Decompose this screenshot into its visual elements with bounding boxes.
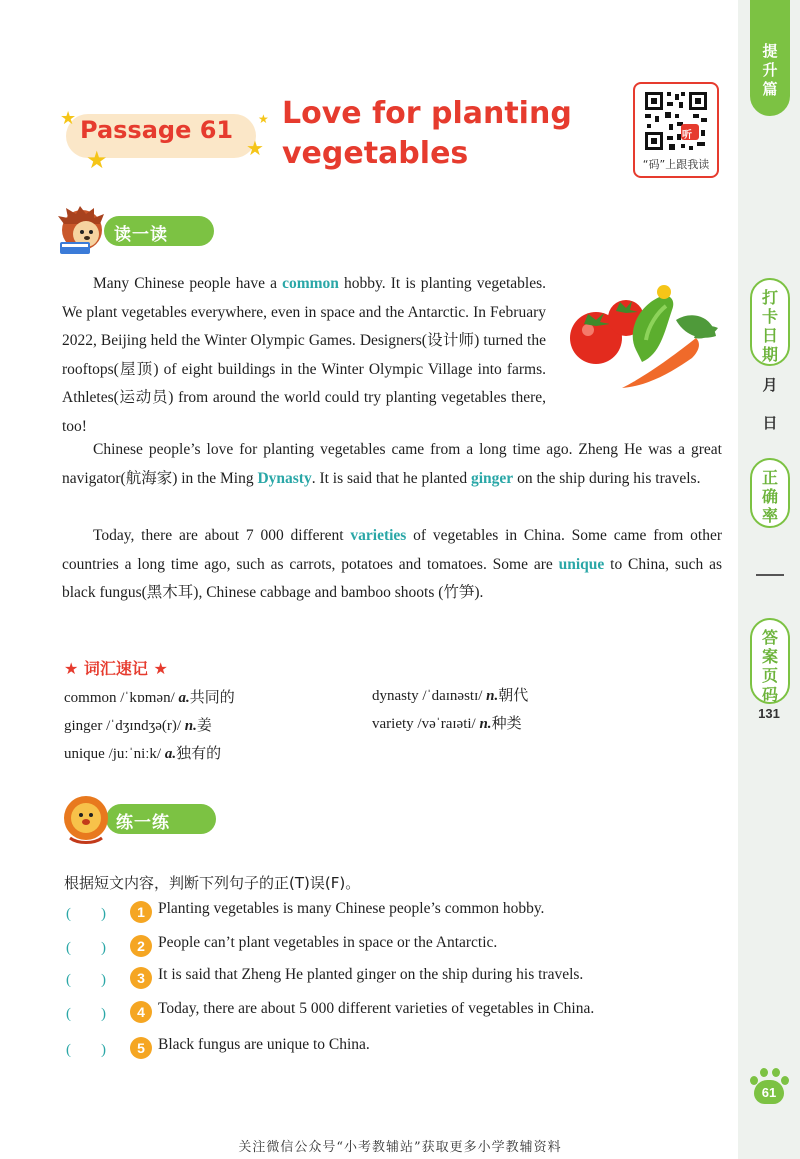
sidebar-tab-date: 打 卡 日 期: [750, 278, 790, 366]
sidebar-month: 月: [762, 376, 778, 394]
passage-paragraph-1: Many Chinese people have a common hobby. It is planting vegetables. We plant vegetables everywhere, even in space and the Antarctic. In February 2022, Beijing held the Winter Olympic Games. Designers(设计师) turned the rooftops(屋顶) of eight buildings in the Winter Olympic Village into farms. Athletes(运动员) from around the world could try planting vegetables there, too!: [62, 275, 546, 435]
page-title: Love for planting vegetables: [282, 96, 572, 171]
vocab-title: ★ 词汇速记 ★: [64, 659, 168, 678]
section-read-header: [58, 206, 218, 250]
keyword: unique: [558, 555, 605, 573]
answer-blank[interactable]: ( ): [66, 972, 106, 988]
hedgehog-mascot-icon: [58, 206, 116, 258]
keyword: ginger: [471, 469, 514, 487]
section-read-label: 读一读: [114, 225, 168, 245]
keyword: Dynasty: [257, 469, 312, 487]
question-number: 1: [130, 901, 152, 923]
star-icon: ★: [86, 146, 108, 174]
question-text: Today, there are about 5 000 different varieties of vegetables in China.: [158, 1000, 595, 1017]
question-text: Black fungus are unique to China.: [158, 1036, 370, 1053]
answer-page-number: 131: [758, 706, 780, 721]
sidebar-accuracy-line: [756, 574, 784, 576]
answer-blank[interactable]: ( ): [66, 940, 106, 956]
sidebar-day: 日: [762, 414, 778, 432]
qr-listen-label: 听: [682, 130, 692, 141]
paw-toe: [781, 1076, 789, 1085]
vocab-item: dynasty /ˈdaɪnəstɪ/ n.朝代: [372, 688, 529, 704]
question-number: 3: [130, 967, 152, 989]
sidebar-tab-level: 提 升 篇: [750, 0, 790, 116]
sidebar-tab-accuracy: 正 确 率: [750, 458, 790, 528]
sidebar-tab-answer: 答 案 页 码: [750, 618, 790, 704]
right-sidebar: [738, 0, 800, 1159]
answer-blank[interactable]: ( ): [66, 1042, 106, 1058]
vegetables-illustration: [566, 280, 722, 396]
exercise-item: [66, 1036, 726, 1062]
exercise-instruction: 根据短文内容，判断下列句子的正(T)误(F)。: [64, 874, 361, 892]
star-icon: ★: [258, 112, 269, 126]
vocab-item: unique /juːˈniːk/ a.独有的: [64, 746, 222, 762]
question-text: It is said that Zheng He planted ginger on the ship during his travels.: [158, 966, 584, 983]
passage-paragraph-3: Today, there are about 7 000 different varieties of vegetables in China. Some came from other countries a long time ago, such as carrots, potatoes and tomatoes. Some are unique to China, such as black fungus(黑木耳), Chinese cabbage and bamboo shoots (竹笋).: [62, 527, 722, 601]
keyword: varieties: [350, 527, 407, 544]
answer-blank[interactable]: ( ): [66, 906, 106, 922]
lion-mascot-icon: [60, 794, 118, 846]
footer-note: 关注微信公众号“小考教辅站”获取更多小学教辅资料: [238, 1140, 562, 1155]
star-icon: ★: [246, 136, 264, 160]
qr-code-card[interactable]: [633, 82, 719, 178]
question-text: People can’t plant vegetables in space or the Antarctic.: [158, 934, 498, 951]
question-number: 2: [130, 935, 152, 957]
passage-number: Passage 61: [80, 116, 234, 144]
question-text: Planting vegetables is many Chinese people’s common hobby.: [158, 900, 545, 917]
paw-toe: [772, 1068, 780, 1077]
page-number: 61: [754, 1080, 784, 1104]
paw-toe: [760, 1068, 768, 1077]
exercise-item: [66, 934, 726, 960]
exercise-item: [66, 900, 726, 926]
question-number: 5: [130, 1037, 152, 1059]
qr-caption: “码”上跟我读: [642, 158, 710, 171]
exercise-item: [66, 1000, 726, 1026]
exercise-item: [66, 966, 726, 992]
passage-badge: [60, 108, 269, 174]
page-number-badge: [748, 1068, 790, 1106]
qr-code-icon: [643, 90, 709, 152]
vocab-item: variety /vəˈraɪəti/ n.种类: [372, 716, 522, 732]
section-practice-label: 练一练: [116, 813, 170, 833]
vocab-item: ginger /ˈdʒɪndʒə(r)/ n.姜: [64, 718, 212, 734]
keyword: common: [282, 275, 339, 292]
vocab-item: common /ˈkɒmən/ a.共同的: [64, 690, 235, 706]
passage-paragraph-2: Chinese people’s love for planting vegetables came from a long time ago. Zheng He was a great navigator(航海家) in the Ming Dynasty. It is said that he planted ginger on the ship during his travels.: [62, 441, 722, 487]
star-icon: ★: [60, 108, 77, 129]
answer-blank[interactable]: ( ): [66, 1006, 106, 1022]
question-number: 4: [130, 1001, 152, 1023]
section-practice-header: [60, 794, 220, 838]
